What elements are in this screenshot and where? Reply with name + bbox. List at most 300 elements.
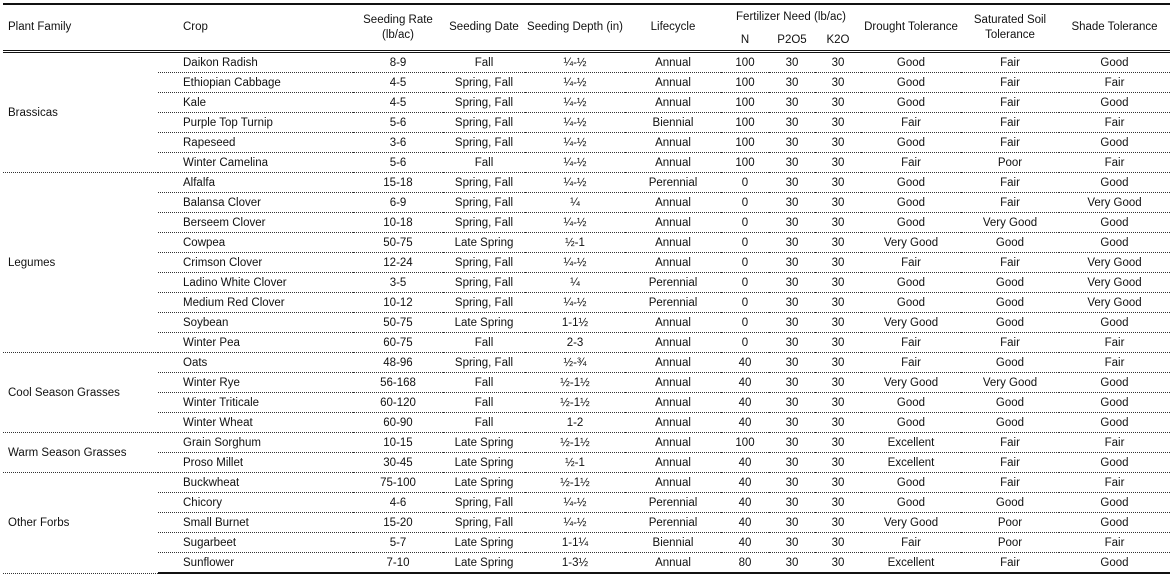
saturated-soil-tolerance-cell: Fair bbox=[961, 173, 1059, 193]
table-body bbox=[3, 52, 1170, 574]
shade-tolerance-cell: Fair bbox=[1059, 473, 1170, 493]
saturated-soil-tolerance-cell: Good bbox=[961, 313, 1059, 333]
k2o-cell: 30 bbox=[815, 353, 861, 373]
crop-cell: Rapeseed bbox=[158, 133, 353, 153]
drought-tolerance-cell: Fair bbox=[861, 253, 961, 273]
crop-cell: Kale bbox=[158, 93, 353, 113]
table-row bbox=[3, 293, 1170, 313]
plant-family-cell: Warm Season Grasses bbox=[3, 433, 158, 473]
crop-cell: Daikon Radish bbox=[158, 52, 353, 73]
p2o5-cell: 30 bbox=[769, 293, 815, 313]
k2o-cell: 30 bbox=[815, 213, 861, 233]
header-n: N bbox=[721, 30, 769, 52]
p2o5-cell: 30 bbox=[769, 433, 815, 453]
shade-tolerance-cell: Very Good bbox=[1059, 273, 1170, 293]
p2o5-cell: 30 bbox=[769, 52, 815, 73]
p2o5-cell: 30 bbox=[769, 253, 815, 273]
table-row bbox=[3, 333, 1170, 353]
shade-tolerance-cell: Fair bbox=[1059, 533, 1170, 553]
crop-cell: Cowpea bbox=[158, 233, 353, 253]
saturated-soil-tolerance-cell: Fair bbox=[961, 93, 1059, 113]
n-cell: 40 bbox=[721, 353, 769, 373]
crop-cell: Winter Wheat bbox=[158, 413, 353, 433]
saturated-soil-tolerance-cell: Good bbox=[961, 293, 1059, 313]
shade-tolerance-cell: Good bbox=[1059, 493, 1170, 513]
table-row bbox=[3, 493, 1170, 513]
n-cell: 0 bbox=[721, 293, 769, 313]
drought-tolerance-cell: Fair bbox=[861, 353, 961, 373]
p2o5-cell: 30 bbox=[769, 153, 815, 173]
k2o-cell: 30 bbox=[815, 133, 861, 153]
lifecycle-cell: Annual bbox=[625, 93, 721, 113]
saturated-soil-tolerance-cell: Fair bbox=[961, 253, 1059, 273]
n-cell: 100 bbox=[721, 52, 769, 73]
lifecycle-cell: Biennial bbox=[625, 533, 721, 553]
shade-tolerance-cell: Good bbox=[1059, 393, 1170, 413]
seeding-rate-cell: 4-5 bbox=[353, 93, 443, 113]
k2o-cell: 30 bbox=[815, 193, 861, 213]
drought-tolerance-cell: Good bbox=[861, 493, 961, 513]
p2o5-cell: 30 bbox=[769, 113, 815, 133]
crop-cell: Balansa Clover bbox=[158, 193, 353, 213]
drought-tolerance-cell: Good bbox=[861, 293, 961, 313]
shade-tolerance-cell: Good bbox=[1059, 513, 1170, 533]
shade-tolerance-cell: Good bbox=[1059, 133, 1170, 153]
shade-tolerance-cell: Fair bbox=[1059, 333, 1170, 353]
saturated-soil-tolerance-cell: Very Good bbox=[961, 213, 1059, 233]
seeding-date-cell: Spring, Fall bbox=[443, 513, 525, 533]
drought-tolerance-cell: Good bbox=[861, 473, 961, 493]
saturated-soil-tolerance-cell: Good bbox=[961, 393, 1059, 413]
lifecycle-cell: Annual bbox=[625, 413, 721, 433]
saturated-soil-tolerance-cell: Very Good bbox=[961, 373, 1059, 393]
saturated-soil-tolerance-cell: Poor bbox=[961, 513, 1059, 533]
header-lifecycle: Lifecycle bbox=[625, 4, 721, 52]
drought-tolerance-cell: Fair bbox=[861, 153, 961, 173]
shade-tolerance-cell: Very Good bbox=[1059, 293, 1170, 313]
seeding-depth-cell: 1-1½ bbox=[525, 313, 625, 333]
header-k2o: K2O bbox=[815, 30, 861, 52]
lifecycle-cell: Perennial bbox=[625, 493, 721, 513]
shade-tolerance-cell: Fair bbox=[1059, 353, 1170, 373]
seeding-rate-cell: 50-75 bbox=[353, 313, 443, 333]
drought-tolerance-cell: Very Good bbox=[861, 313, 961, 333]
k2o-cell: 30 bbox=[815, 493, 861, 513]
shade-tolerance-cell: Fair bbox=[1059, 113, 1170, 133]
plant-family-cell: Brassicas bbox=[3, 52, 158, 173]
table-row bbox=[3, 113, 1170, 133]
lifecycle-cell: Annual bbox=[625, 393, 721, 413]
lifecycle-cell: Perennial bbox=[625, 293, 721, 313]
shade-tolerance-cell: Good bbox=[1059, 373, 1170, 393]
shade-tolerance-cell: Good bbox=[1059, 553, 1170, 574]
header-shade-tolerance: Shade Tolerance bbox=[1059, 4, 1170, 52]
saturated-soil-tolerance-cell: Good bbox=[961, 233, 1059, 253]
table-row bbox=[3, 52, 1170, 73]
crop-cell: Winter Rye bbox=[158, 373, 353, 393]
k2o-cell: 30 bbox=[815, 173, 861, 193]
saturated-soil-tolerance-cell: Fair bbox=[961, 193, 1059, 213]
crop-cell: Chicory bbox=[158, 493, 353, 513]
seeding-rate-cell: 3-5 bbox=[353, 273, 443, 293]
p2o5-cell: 30 bbox=[769, 373, 815, 393]
crop-cell: Buckwheat bbox=[158, 473, 353, 493]
lifecycle-cell: Annual bbox=[625, 313, 721, 333]
shade-tolerance-cell: Good bbox=[1059, 413, 1170, 433]
seeding-date-cell: Spring, Fall bbox=[443, 193, 525, 213]
table-row bbox=[3, 133, 1170, 153]
crop-cell: Ladino White Clover bbox=[158, 273, 353, 293]
k2o-cell: 30 bbox=[815, 93, 861, 113]
seeding-date-cell: Fall bbox=[443, 373, 525, 393]
n-cell: 40 bbox=[721, 493, 769, 513]
p2o5-cell: 30 bbox=[769, 333, 815, 353]
table-row bbox=[3, 173, 1170, 193]
table-row bbox=[3, 93, 1170, 113]
shade-tolerance-cell: Fair bbox=[1059, 153, 1170, 173]
seeding-date-cell: Spring, Fall bbox=[443, 73, 525, 93]
shade-tolerance-cell: Good bbox=[1059, 453, 1170, 473]
n-cell: 40 bbox=[721, 473, 769, 493]
seeding-depth-cell: ½-¾ bbox=[525, 353, 625, 373]
lifecycle-cell: Annual bbox=[625, 253, 721, 273]
table-row bbox=[3, 473, 1170, 493]
n-cell: 0 bbox=[721, 173, 769, 193]
saturated-soil-tolerance-cell: Fair bbox=[961, 333, 1059, 353]
p2o5-cell: 30 bbox=[769, 393, 815, 413]
seeding-date-cell: Spring, Fall bbox=[443, 493, 525, 513]
k2o-cell: 30 bbox=[815, 293, 861, 313]
drought-tolerance-cell: Good bbox=[861, 93, 961, 113]
header-fertilizer-need: Fertilizer Need (lb/ac) bbox=[721, 4, 861, 30]
shade-tolerance-cell: Good bbox=[1059, 93, 1170, 113]
seeding-rate-cell: 5-6 bbox=[353, 153, 443, 173]
seeding-rate-cell: 5-6 bbox=[353, 113, 443, 133]
table-row bbox=[3, 453, 1170, 473]
table-row bbox=[3, 413, 1170, 433]
k2o-cell: 30 bbox=[815, 453, 861, 473]
n-cell: 40 bbox=[721, 413, 769, 433]
table-row bbox=[3, 193, 1170, 213]
lifecycle-cell: Perennial bbox=[625, 273, 721, 293]
lifecycle-cell: Annual bbox=[625, 133, 721, 153]
crop-cell: Small Burnet bbox=[158, 513, 353, 533]
k2o-cell: 30 bbox=[815, 473, 861, 493]
seeding-date-cell: Late Spring bbox=[443, 233, 525, 253]
shade-tolerance-cell: Very Good bbox=[1059, 193, 1170, 213]
p2o5-cell: 30 bbox=[769, 133, 815, 153]
seeding-date-cell: Spring, Fall bbox=[443, 253, 525, 273]
seeding-rate-cell: 60-120 bbox=[353, 393, 443, 413]
lifecycle-cell: Annual bbox=[625, 233, 721, 253]
shade-tolerance-cell: Good bbox=[1059, 233, 1170, 253]
seeding-depth-cell: ¼ bbox=[525, 273, 625, 293]
seeding-date-cell: Spring, Fall bbox=[443, 293, 525, 313]
n-cell: 80 bbox=[721, 553, 769, 574]
lifecycle-cell: Annual bbox=[625, 193, 721, 213]
n-cell: 0 bbox=[721, 253, 769, 273]
seeding-date-cell: Fall bbox=[443, 52, 525, 73]
seeding-date-cell: Spring, Fall bbox=[443, 273, 525, 293]
drought-tolerance-cell: Very Good bbox=[861, 513, 961, 533]
seeding-depth-cell: 1-1¼ bbox=[525, 533, 625, 553]
crop-cell: Grain Sorghum bbox=[158, 433, 353, 453]
seeding-depth-cell: ½-1½ bbox=[525, 433, 625, 453]
seeding-depth-cell: ¼-½ bbox=[525, 73, 625, 93]
n-cell: 0 bbox=[721, 313, 769, 333]
lifecycle-cell: Annual bbox=[625, 453, 721, 473]
saturated-soil-tolerance-cell: Fair bbox=[961, 52, 1059, 73]
crop-cell: Sugarbeet bbox=[158, 533, 353, 553]
cover-crop-table bbox=[3, 3, 1170, 574]
drought-tolerance-cell: Excellent bbox=[861, 553, 961, 574]
crop-cell: Winter Camelina bbox=[158, 153, 353, 173]
p2o5-cell: 30 bbox=[769, 73, 815, 93]
p2o5-cell: 30 bbox=[769, 413, 815, 433]
seeding-date-cell: Fall bbox=[443, 413, 525, 433]
seeding-depth-cell: ¼-½ bbox=[525, 52, 625, 73]
table-row bbox=[3, 273, 1170, 293]
plant-family-cell: Other Forbs bbox=[3, 473, 158, 574]
crop-cell: Crimson Clover bbox=[158, 253, 353, 273]
lifecycle-cell: Annual bbox=[625, 73, 721, 93]
seeding-rate-cell: 10-15 bbox=[353, 433, 443, 453]
plant-family-cell: Legumes bbox=[3, 173, 158, 353]
crop-cell: Alfalfa bbox=[158, 173, 353, 193]
k2o-cell: 30 bbox=[815, 433, 861, 453]
header-saturated-soil-tolerance: Saturated Soil Tolerance bbox=[961, 4, 1059, 52]
k2o-cell: 30 bbox=[815, 393, 861, 413]
drought-tolerance-cell: Good bbox=[861, 133, 961, 153]
shade-tolerance-cell: Very Good bbox=[1059, 253, 1170, 273]
crop-cell: Ethiopian Cabbage bbox=[158, 73, 353, 93]
seeding-rate-cell: 30-45 bbox=[353, 453, 443, 473]
seeding-depth-cell: ½-1½ bbox=[525, 473, 625, 493]
k2o-cell: 30 bbox=[815, 333, 861, 353]
saturated-soil-tolerance-cell: Good bbox=[961, 353, 1059, 373]
seeding-depth-cell: 2-3 bbox=[525, 333, 625, 353]
n-cell: 0 bbox=[721, 233, 769, 253]
saturated-soil-tolerance-cell: Fair bbox=[961, 453, 1059, 473]
seeding-depth-cell: ½-1½ bbox=[525, 373, 625, 393]
n-cell: 100 bbox=[721, 113, 769, 133]
seeding-rate-cell: 60-90 bbox=[353, 413, 443, 433]
p2o5-cell: 30 bbox=[769, 453, 815, 473]
saturated-soil-tolerance-cell: Fair bbox=[961, 133, 1059, 153]
seeding-depth-cell: ¼-½ bbox=[525, 173, 625, 193]
table-row bbox=[3, 433, 1170, 453]
shade-tolerance-cell: Fair bbox=[1059, 433, 1170, 453]
seeding-rate-cell: 60-75 bbox=[353, 333, 443, 353]
seeding-depth-cell: ½-1 bbox=[525, 233, 625, 253]
k2o-cell: 30 bbox=[815, 253, 861, 273]
seeding-rate-cell: 4-6 bbox=[353, 493, 443, 513]
shade-tolerance-cell: Good bbox=[1059, 52, 1170, 73]
saturated-soil-tolerance-cell: Poor bbox=[961, 533, 1059, 553]
drought-tolerance-cell: Fair bbox=[861, 533, 961, 553]
n-cell: 40 bbox=[721, 373, 769, 393]
table-row bbox=[3, 213, 1170, 233]
seeding-rate-cell: 75-100 bbox=[353, 473, 443, 493]
seeding-rate-cell: 4-5 bbox=[353, 73, 443, 93]
seeding-rate-cell: 10-18 bbox=[353, 213, 443, 233]
crop-cell: Winter Triticale bbox=[158, 393, 353, 413]
seeding-rate-cell: 12-24 bbox=[353, 253, 443, 273]
seeding-date-cell: Spring, Fall bbox=[443, 93, 525, 113]
k2o-cell: 30 bbox=[815, 413, 861, 433]
crop-cell: Soybean bbox=[158, 313, 353, 333]
drought-tolerance-cell: Good bbox=[861, 413, 961, 433]
lifecycle-cell: Annual bbox=[625, 433, 721, 453]
seeding-date-cell: Late Spring bbox=[443, 473, 525, 493]
seeding-rate-cell: 3-6 bbox=[353, 133, 443, 153]
crop-cell: Sunflower bbox=[158, 553, 353, 574]
n-cell: 0 bbox=[721, 333, 769, 353]
saturated-soil-tolerance-cell: Poor bbox=[961, 153, 1059, 173]
p2o5-cell: 30 bbox=[769, 473, 815, 493]
drought-tolerance-cell: Fair bbox=[861, 333, 961, 353]
drought-tolerance-cell: Good bbox=[861, 193, 961, 213]
table-row bbox=[3, 553, 1170, 574]
n-cell: 0 bbox=[721, 273, 769, 293]
k2o-cell: 30 bbox=[815, 553, 861, 574]
k2o-cell: 30 bbox=[815, 373, 861, 393]
crop-cell: Purple Top Turnip bbox=[158, 113, 353, 133]
k2o-cell: 30 bbox=[815, 313, 861, 333]
header-drought-tolerance: Drought Tolerance bbox=[861, 4, 961, 52]
k2o-cell: 30 bbox=[815, 52, 861, 73]
n-cell: 100 bbox=[721, 133, 769, 153]
seeding-rate-cell: 5-7 bbox=[353, 533, 443, 553]
k2o-cell: 30 bbox=[815, 273, 861, 293]
seeding-depth-cell: ½-1½ bbox=[525, 393, 625, 413]
p2o5-cell: 30 bbox=[769, 313, 815, 333]
seeding-rate-cell: 56-168 bbox=[353, 373, 443, 393]
header-seeding-depth: Seeding Depth (in) bbox=[525, 4, 625, 52]
seeding-rate-cell: 48-96 bbox=[353, 353, 443, 373]
lifecycle-cell: Annual bbox=[625, 52, 721, 73]
drought-tolerance-cell: Fair bbox=[861, 113, 961, 133]
shade-tolerance-cell: Fair bbox=[1059, 73, 1170, 93]
drought-tolerance-cell: Good bbox=[861, 213, 961, 233]
seeding-depth-cell: ¼-½ bbox=[525, 293, 625, 313]
shade-tolerance-cell: Good bbox=[1059, 173, 1170, 193]
n-cell: 40 bbox=[721, 393, 769, 413]
seeding-depth-cell: ¼ bbox=[525, 193, 625, 213]
p2o5-cell: 30 bbox=[769, 193, 815, 213]
seeding-depth-cell: ¼-½ bbox=[525, 93, 625, 113]
saturated-soil-tolerance-cell: Fair bbox=[961, 73, 1059, 93]
seeding-date-cell: Spring, Fall bbox=[443, 173, 525, 193]
seeding-rate-cell: 6-9 bbox=[353, 193, 443, 213]
p2o5-cell: 30 bbox=[769, 353, 815, 373]
seeding-depth-cell: ¼-½ bbox=[525, 253, 625, 273]
k2o-cell: 30 bbox=[815, 533, 861, 553]
seeding-depth-cell: ¼-½ bbox=[525, 513, 625, 533]
seeding-date-cell: Spring, Fall bbox=[443, 353, 525, 373]
lifecycle-cell: Annual bbox=[625, 153, 721, 173]
header-seeding-rate: Seeding Rate (lb/ac) bbox=[353, 4, 443, 52]
seeding-date-cell: Late Spring bbox=[443, 533, 525, 553]
p2o5-cell: 30 bbox=[769, 213, 815, 233]
drought-tolerance-cell: Good bbox=[861, 73, 961, 93]
saturated-soil-tolerance-cell: Fair bbox=[961, 553, 1059, 574]
lifecycle-cell: Annual bbox=[625, 553, 721, 574]
seeding-depth-cell: ¼-½ bbox=[525, 133, 625, 153]
n-cell: 100 bbox=[721, 153, 769, 173]
n-cell: 40 bbox=[721, 533, 769, 553]
seeding-date-cell: Fall bbox=[443, 333, 525, 353]
seeding-rate-cell: 50-75 bbox=[353, 233, 443, 253]
header-plant-family: Plant Family bbox=[3, 4, 158, 52]
table-row bbox=[3, 253, 1170, 273]
table-row bbox=[3, 73, 1170, 93]
drought-tolerance-cell: Excellent bbox=[861, 453, 961, 473]
seeding-depth-cell: ¼-½ bbox=[525, 113, 625, 133]
seeding-depth-cell: 1-2 bbox=[525, 413, 625, 433]
lifecycle-cell: Biennial bbox=[625, 113, 721, 133]
table-row bbox=[3, 233, 1170, 253]
drought-tolerance-cell: Good bbox=[861, 173, 961, 193]
k2o-cell: 30 bbox=[815, 233, 861, 253]
lifecycle-cell: Annual bbox=[625, 353, 721, 373]
plant-family-cell: Cool Season Grasses bbox=[3, 353, 158, 433]
seeding-depth-cell: ½-1 bbox=[525, 453, 625, 473]
table-row bbox=[3, 393, 1170, 413]
k2o-cell: 30 bbox=[815, 113, 861, 133]
table-row bbox=[3, 353, 1170, 373]
header-p2o5: P2O5 bbox=[769, 30, 815, 52]
seeding-rate-cell: 7-10 bbox=[353, 553, 443, 574]
p2o5-cell: 30 bbox=[769, 93, 815, 113]
seeding-date-cell: Late Spring bbox=[443, 553, 525, 574]
lifecycle-cell: Annual bbox=[625, 333, 721, 353]
table-row bbox=[3, 313, 1170, 333]
crop-cell: Medium Red Clover bbox=[158, 293, 353, 313]
seeding-rate-cell: 15-20 bbox=[353, 513, 443, 533]
seeding-depth-cell: ¼-½ bbox=[525, 153, 625, 173]
header-seeding-date: Seeding Date bbox=[443, 4, 525, 52]
p2o5-cell: 30 bbox=[769, 513, 815, 533]
lifecycle-cell: Annual bbox=[625, 213, 721, 233]
seeding-date-cell: Late Spring bbox=[443, 313, 525, 333]
lifecycle-cell: Perennial bbox=[625, 173, 721, 193]
crop-cell: Proso Millet bbox=[158, 453, 353, 473]
shade-tolerance-cell: Good bbox=[1059, 313, 1170, 333]
n-cell: 0 bbox=[721, 213, 769, 233]
drought-tolerance-cell: Good bbox=[861, 393, 961, 413]
p2o5-cell: 30 bbox=[769, 493, 815, 513]
n-cell: 40 bbox=[721, 513, 769, 533]
table-row bbox=[3, 153, 1170, 173]
shade-tolerance-cell: Good bbox=[1059, 213, 1170, 233]
header-crop: Crop bbox=[158, 4, 353, 52]
seeding-depth-cell: ¼-½ bbox=[525, 213, 625, 233]
n-cell: 100 bbox=[721, 73, 769, 93]
drought-tolerance-cell: Good bbox=[861, 273, 961, 293]
drought-tolerance-cell: Very Good bbox=[861, 373, 961, 393]
seeding-date-cell: Spring, Fall bbox=[443, 213, 525, 233]
seeding-date-cell: Spring, Fall bbox=[443, 133, 525, 153]
n-cell: 100 bbox=[721, 93, 769, 113]
k2o-cell: 30 bbox=[815, 73, 861, 93]
drought-tolerance-cell: Good bbox=[861, 52, 961, 73]
seeding-rate-cell: 10-12 bbox=[353, 293, 443, 313]
lifecycle-cell: Perennial bbox=[625, 513, 721, 533]
seeding-date-cell: Late Spring bbox=[443, 433, 525, 453]
saturated-soil-tolerance-cell: Fair bbox=[961, 433, 1059, 453]
saturated-soil-tolerance-cell: Good bbox=[961, 493, 1059, 513]
